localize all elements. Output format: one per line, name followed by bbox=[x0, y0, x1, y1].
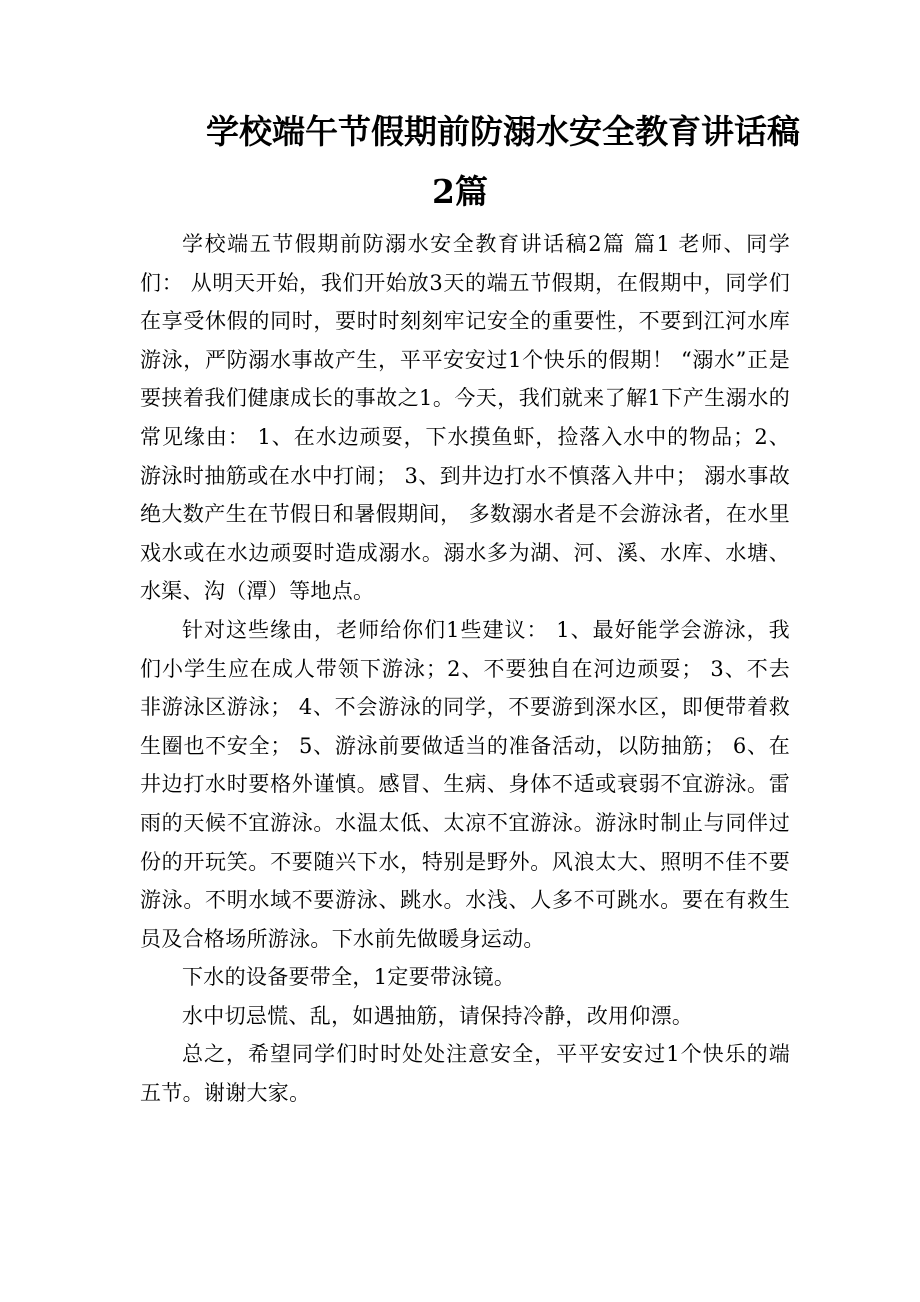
document-title-line-1: 学校端午节假期前防溺水安全教育讲话稿 bbox=[206, 112, 800, 151]
paragraph-3: 下水的设备要带全，1定要带泳镜。 bbox=[182, 965, 516, 990]
document-body bbox=[140, 225, 790, 1113]
document-title-line-2: 2篇 bbox=[432, 172, 488, 211]
paragraph-1: 学校端五节假期前防溺水安全教育讲话稿2篇 篇1 老师、同学们： 从明天开始，我们开始放3天的端五节假期，在假期中，同学们在享受休假的同时，要时时刻刻牢记安全的重要性，不要到江河水库游泳，严防溺水事故产生，平平安安过1个快乐的假期！ “溺水”正是要挟着我们健康成长的事故之1。今天，我们就来了解1下产生溺水的常见缘由： 1、在水边顽耍，下水摸鱼虾，捡落入水中的物品；2、游泳时抽筋或在水中打闹； 3、到井边打水不慎落入井中； 溺水事故绝大数产生在节假日和暑假期间， 多数溺水者是不会游泳者，在水里戏水或在水边顽耍时造成溺水。溺水多为湖、河、溪、水库、水塘、水渠、沟（潭）等地点。 bbox=[140, 232, 790, 604]
paragraph-2: 针对这些缘由，老师给你们1些建议： 1、最好能学会游泳，我们小学生应在成人带领下游泳；2、不要独自在河边顽耍； 3、不去非游泳区游泳； 4、不会游泳的同学，不要游到深水区，即便带着救生圈也不安全； 5、游泳前要做适当的准备活动，以防抽筋； 6、在井边打水时要格外谨慎。感冒、生病、身体不适或衰弱不宜游泳。雷雨的天候不宜游泳。水温太低、太凉不宜游泳。游泳时制止与同伴过份的开玩笑。不要随兴下水，特别是野外。风浪太大、照明不佳不要游泳。不明水域不要游泳、跳水。水浅、人多不可跳水。要在有救生员及合格场所游泳。下水前先做暖身运动。 bbox=[140, 617, 790, 951]
paragraph-4: 水中切忌慌、乱，如遇抽筋，请保持冷静，改用仰漂。 bbox=[182, 1003, 694, 1028]
paragraph-5: 总之，希望同学们时时处处注意安全，平平安安过1个快乐的端五节。谢谢大家。 bbox=[140, 1042, 790, 1106]
